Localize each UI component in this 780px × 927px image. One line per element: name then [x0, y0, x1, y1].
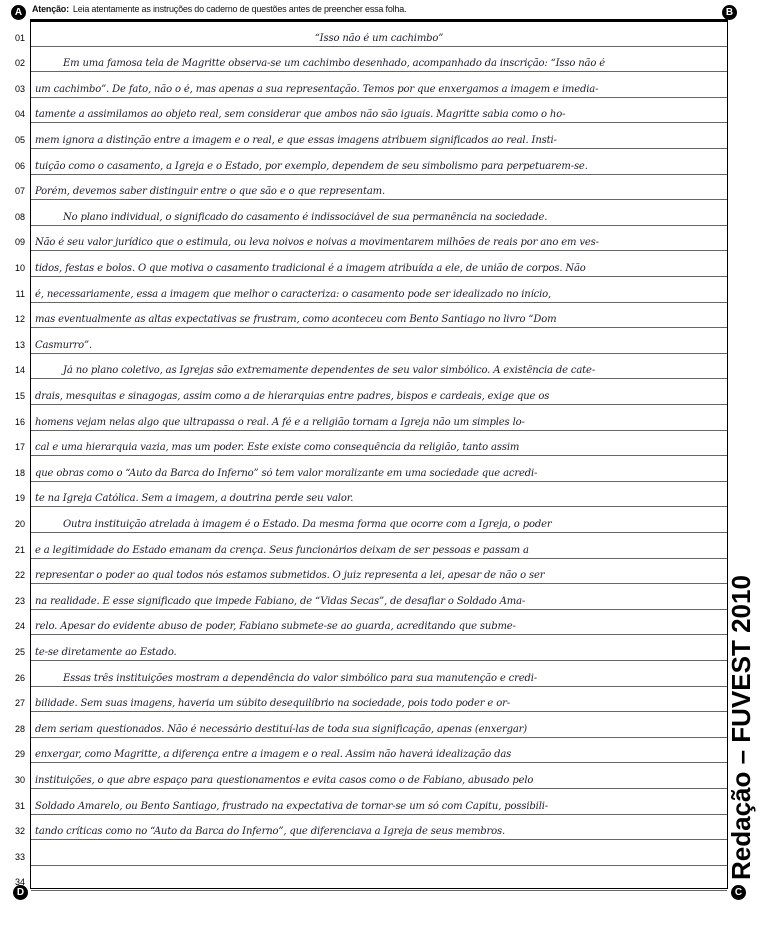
handwritten-text: bilidade. Sem suas imagens, haveria um súbito desequilíbrio na sociedade, pois todo poder e or-	[35, 698, 510, 710]
handwritten-text: tamente a assimilamos ao objeto real, sem considerar que ambos não são iguais. Magritte sabia como o ho-	[35, 109, 566, 121]
line-number: 29	[14, 749, 25, 760]
essay-line	[14, 482, 727, 508]
line-number: 32	[14, 826, 25, 837]
essay-line	[14, 175, 727, 201]
handwritten-text: te na Igreja Católica. Sem a imagem, a doutrina perde seu valor.	[35, 493, 354, 505]
handwritten-text: enxergar, como Magritte, a diferença entre a imagem e o real. Assim não haverá idealização das	[35, 749, 512, 761]
essay-line	[14, 712, 727, 738]
handwritten-text: No plano individual, o significado do casamento é indissociável de sua permanência na sociedade.	[63, 211, 548, 223]
line-number: 11	[15, 288, 25, 299]
line-number: 25	[14, 646, 25, 657]
essay-line	[14, 661, 727, 687]
handwritten-text: é, necessariamente, essa a imagem que melhor o caracteriza: o casamento pode ser idealizado no início,	[35, 288, 552, 300]
essay-line	[14, 866, 727, 892]
line-number: 24	[14, 621, 25, 632]
corner-mark-c: C	[731, 885, 746, 900]
line-number: 22	[14, 570, 25, 581]
essay-line	[14, 815, 727, 841]
line-number: 23	[14, 595, 25, 606]
line-number: 05	[14, 134, 25, 145]
essay-line	[14, 354, 727, 380]
line-number: 04	[14, 109, 25, 120]
handwritten-text: tidos, festas e bolos. O que motiva o casamento tradicional é a imagem atribuída a ele, de união de corpos. Não	[35, 262, 586, 274]
handwritten-text: instituições, o que abre espaço para questionamentos e evita casos como o de Fabiano, abusado pelo	[35, 774, 534, 786]
essay-line	[14, 635, 727, 661]
handwritten-text: Essas três instituições mostram a dependência do valor simbólico para sua manutenção e credi-	[63, 672, 538, 684]
handwritten-text: tuição como o casamento, a Igreja e o Estado, por exemplo, dependem de seu simbolismo para perpetuarem-se.	[35, 160, 588, 172]
essay-line	[14, 47, 727, 73]
essay-line	[14, 456, 727, 482]
line-number: 18	[14, 467, 25, 478]
handwritten-text: dem seriam questionados. Não é necessário destituí-las de toda sua significação, apenas (enxergar)	[35, 723, 528, 735]
essay-line	[14, 840, 727, 866]
essay-line	[14, 328, 727, 354]
essay-line	[14, 789, 727, 815]
attention-notice	[32, 4, 406, 14]
line-number: 06	[14, 160, 25, 171]
handwritten-text: Já no plano coletivo, as Igrejas são extremamente dependentes de seu valor simbólico. A existência de cate-	[63, 365, 596, 377]
handwritten-text: na realidade. É esse significado que impede Fabiano, de “Vidas Secas”, de desafiar o Soldado Ama-	[35, 595, 526, 607]
handwritten-text: te-se diretamente ao Estado.	[35, 646, 177, 658]
essay-line	[14, 559, 727, 585]
line-number: 20	[14, 518, 25, 529]
attention-text: Leia atentamente as instruções do caderno de questões antes de preencher essa folha.	[72, 4, 407, 14]
line-number: 08	[14, 211, 25, 222]
handwritten-text: que obras como o “Auto da Barca do Inferno” só tem valor moralizante em uma sociedade que acredi-	[35, 467, 538, 479]
handwritten-text: um cachimbo”. De fato, não o é, mas apenas a sua representação. Temos por que enxergamos a imagem e imedia-	[35, 83, 599, 95]
essay-line	[14, 251, 727, 277]
handwritten-text: mem ignora a distinção entre a imagem e o real, e que essas imagens atribuem significados ao real. Insti-	[35, 134, 557, 146]
essay-line	[14, 687, 727, 713]
essay-line	[14, 98, 727, 124]
line-number: 30	[14, 774, 25, 785]
essay-answer-sheet	[14, 19, 728, 889]
essay-line	[14, 123, 727, 149]
line-number: 15	[14, 390, 25, 401]
essay-line	[14, 584, 727, 610]
handwritten-text: representar o poder ao qual todos nós estamos submetidos. O juiz representa a lei, apesar de não o ser	[35, 570, 545, 582]
line-number: 21	[14, 544, 25, 555]
handwritten-text: Soldado Amarelo, ou Bento Santiago, frustrado na expectativa de tornar-se um só com Capitu, possibili-	[35, 800, 549, 812]
handwritten-text: cal e uma hierarquia vazia, mas um poder. Este existe como consequência da religião, tanto assim	[35, 442, 520, 454]
line-number: 09	[14, 237, 25, 248]
line-number: 07	[14, 186, 25, 197]
line-number: 02	[14, 58, 25, 69]
line-number: 33	[14, 851, 25, 862]
essay-line	[14, 763, 727, 789]
handwritten-text: Em uma famosa tela de Magritte observa-se um cachimbo desenhado, acompanhado da inscrição: “Isso não é	[63, 58, 606, 70]
rule-line	[31, 890, 727, 891]
essay-line	[14, 200, 727, 226]
line-number: 27	[14, 698, 25, 709]
handwritten-text: Outra instituição atrelada à imagem é o Estado. Da mesma forma que ocorre com a Igreja, o poder	[63, 518, 552, 530]
line-number: 19	[14, 493, 25, 504]
line-number: 26	[14, 672, 25, 683]
essay-line	[14, 507, 727, 533]
handwritten-text: tando críticas como no “Auto da Barca do Inferno”, que diferenciava a Igreja de seus membros.	[35, 826, 506, 838]
essay-line	[14, 72, 727, 98]
line-number: 13	[14, 339, 25, 350]
line-number: 03	[14, 83, 25, 94]
essay-line	[14, 431, 727, 457]
handwritten-text: homens vejam nelas algo que ultrapassa o real. A fé e a religião tornam a Igreja não um simples lo-	[35, 416, 525, 428]
line-number: 14	[14, 365, 25, 376]
handwritten-text: “Isso não é um cachimbo”	[314, 32, 444, 44]
line-number: 31	[14, 800, 25, 811]
line-number: 17	[14, 442, 25, 453]
line-number: 28	[14, 723, 25, 734]
handwritten-text: Não é seu valor jurídico que o estimula, ou leva noivos e noivas a movimentarem milhões de reais por ano em ves-	[35, 237, 599, 249]
handwritten-text: relo. Apesar do evidente abuso de poder, Fabiano submete-se ao guarda, acreditando que subme-	[35, 621, 516, 633]
essay-line	[14, 533, 727, 559]
essay-line	[15, 277, 727, 303]
essay-line	[14, 738, 727, 764]
essay-line	[14, 610, 727, 636]
line-number: 01	[14, 32, 25, 43]
handwritten-text: mas eventualmente as altas expectativas se frustram, como aconteceu com Bento Santiago no livro “Dom	[35, 314, 557, 326]
essay-line	[14, 149, 727, 175]
line-number: 16	[14, 416, 25, 427]
essay-line	[14, 405, 727, 431]
corner-mark-b: B	[722, 5, 737, 20]
essay-line	[14, 21, 727, 47]
line-number: 10	[14, 262, 25, 273]
attention-label: Atenção:	[32, 4, 69, 14]
essay-line	[14, 303, 727, 329]
line-number: 34	[14, 877, 25, 888]
essay-line	[14, 226, 727, 252]
handwritten-text: drais, mesquitas e sinagogas, assim como a de hierarquias entre padres, bispos e cardeais, exige que os	[35, 390, 550, 402]
handwritten-text: Porém, devemos saber distinguir entre o que são e o que representam.	[35, 186, 385, 198]
side-label: Redação – FUVEST 2010	[726, 575, 756, 880]
handwritten-text: e a legitimidade do Estado emanam da crença. Seus funcionários deixam de ser pessoas e passam a	[35, 544, 529, 556]
corner-mark-d: D	[13, 885, 28, 900]
corner-mark-a: A	[11, 5, 26, 20]
essay-line	[14, 379, 727, 405]
handwritten-text: Casmurro”.	[35, 339, 93, 351]
line-number: 12	[14, 314, 25, 325]
